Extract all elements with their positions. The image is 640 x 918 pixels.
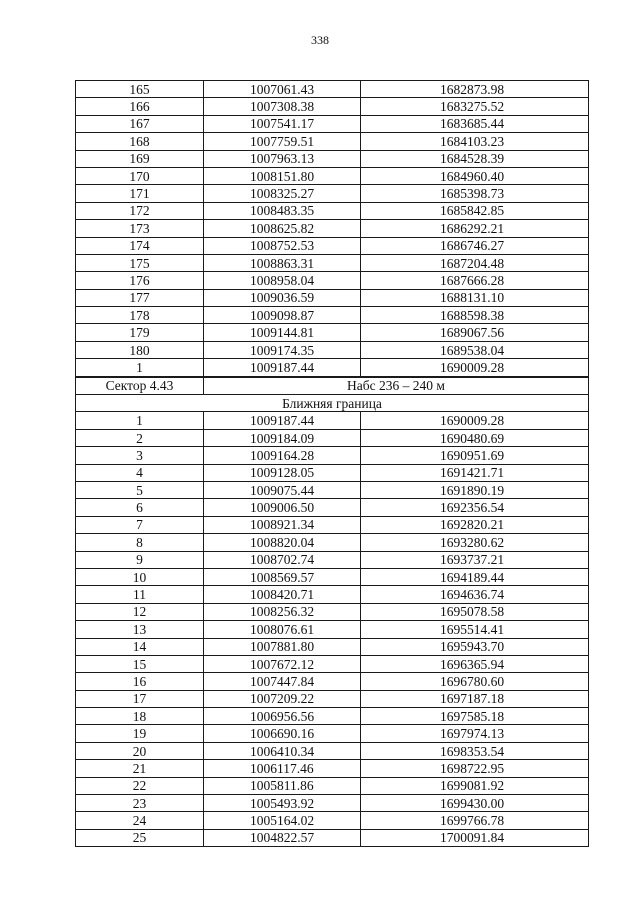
coordinate-y: 1697974.13 [361, 725, 589, 742]
point-number: 179 [76, 324, 204, 341]
table-row [76, 795, 589, 812]
coordinate-x: 1007963.13 [204, 150, 361, 167]
point-number: 20 [76, 742, 204, 759]
coordinate-y: 1695078.58 [361, 603, 589, 620]
coordinate-y: 1685398.73 [361, 185, 589, 202]
sector-height: Набс 236 – 240 м [204, 377, 589, 395]
table-row [76, 777, 589, 794]
coordinate-y: 1685842.85 [361, 202, 589, 219]
sector-row [76, 377, 589, 395]
coordinate-x: 1006690.16 [204, 725, 361, 742]
coordinates-table-section-b [76, 412, 589, 847]
coordinate-y: 1691890.19 [361, 481, 589, 498]
coordinate-x: 1008752.53 [204, 237, 361, 254]
coordinate-y: 1683275.52 [361, 98, 589, 115]
coordinate-y: 1687204.48 [361, 254, 589, 271]
table-row [76, 760, 589, 777]
table-row [76, 324, 589, 341]
coordinate-x: 1009187.44 [204, 359, 361, 377]
coordinate-x: 1008483.35 [204, 202, 361, 219]
coordinate-x: 1007672.12 [204, 655, 361, 672]
point-number: 177 [76, 289, 204, 306]
table-row [76, 289, 589, 306]
point-number: 172 [76, 202, 204, 219]
coordinate-x: 1008325.27 [204, 185, 361, 202]
coordinates-table [75, 80, 589, 847]
coordinate-y: 1693280.62 [361, 534, 589, 551]
table-row [76, 742, 589, 759]
coordinate-y: 1697585.18 [361, 708, 589, 725]
table-row [76, 81, 589, 98]
point-number: 9 [76, 551, 204, 568]
point-number: 1 [76, 412, 204, 429]
point-number: 7 [76, 516, 204, 533]
coordinate-x: 1009187.44 [204, 412, 361, 429]
coordinate-y: 1682873.98 [361, 81, 589, 98]
coordinate-x: 1009075.44 [204, 481, 361, 498]
table-row [76, 603, 589, 620]
coordinate-x: 1007447.84 [204, 673, 361, 690]
table-row [76, 516, 589, 533]
coordinate-y: 1693737.21 [361, 551, 589, 568]
table-row [76, 133, 589, 150]
coordinate-x: 1009164.28 [204, 447, 361, 464]
coordinate-x: 1008702.74 [204, 551, 361, 568]
coordinate-x: 1008958.04 [204, 272, 361, 289]
coordinate-y: 1684528.39 [361, 150, 589, 167]
coordinate-x: 1007541.17 [204, 115, 361, 132]
coordinate-x: 1008625.82 [204, 220, 361, 237]
coordinate-y: 1694636.74 [361, 586, 589, 603]
table-row [76, 638, 589, 655]
point-number: 13 [76, 621, 204, 638]
table-row [76, 829, 589, 846]
coordinate-x: 1008256.32 [204, 603, 361, 620]
coordinate-y: 1690009.28 [361, 359, 589, 377]
table-row [76, 115, 589, 132]
table-row [76, 150, 589, 167]
coordinate-y: 1696780.60 [361, 673, 589, 690]
coordinate-y: 1688131.10 [361, 289, 589, 306]
table-row [76, 412, 589, 429]
coordinate-y: 1684103.23 [361, 133, 589, 150]
point-number: 173 [76, 220, 204, 237]
coordinate-y: 1697187.18 [361, 690, 589, 707]
coordinate-y: 1689067.56 [361, 324, 589, 341]
point-number: 174 [76, 237, 204, 254]
point-number: 23 [76, 795, 204, 812]
point-number: 6 [76, 499, 204, 516]
table-row [76, 202, 589, 219]
coordinate-x: 1007209.22 [204, 690, 361, 707]
table-row [76, 220, 589, 237]
coordinate-y: 1695514.41 [361, 621, 589, 638]
coordinate-y: 1687666.28 [361, 272, 589, 289]
coordinate-x: 1007308.38 [204, 98, 361, 115]
point-number: 178 [76, 307, 204, 324]
coordinate-y: 1699430.00 [361, 795, 589, 812]
point-number: 5 [76, 481, 204, 498]
coordinate-y: 1684960.40 [361, 167, 589, 184]
coordinate-x: 1007881.80 [204, 638, 361, 655]
table-row [76, 568, 589, 585]
table-row [76, 464, 589, 481]
table-row [76, 429, 589, 446]
point-number: 21 [76, 760, 204, 777]
table-row [76, 167, 589, 184]
coordinate-x: 1006117.46 [204, 760, 361, 777]
table-row [76, 708, 589, 725]
point-number: 10 [76, 568, 204, 585]
coordinate-x: 1005164.02 [204, 812, 361, 829]
point-number: 165 [76, 81, 204, 98]
point-number: 167 [76, 115, 204, 132]
table-row [76, 534, 589, 551]
coordinate-x: 1008863.31 [204, 254, 361, 271]
table-row [76, 586, 589, 603]
coordinate-y: 1700091.84 [361, 829, 589, 846]
table-row [76, 359, 589, 377]
point-number: 169 [76, 150, 204, 167]
table-row [76, 673, 589, 690]
point-number: 12 [76, 603, 204, 620]
point-number: 166 [76, 98, 204, 115]
coordinate-x: 1006956.56 [204, 708, 361, 725]
coordinate-y: 1694189.44 [361, 568, 589, 585]
boundary-row [76, 395, 589, 412]
coordinate-x: 1006410.34 [204, 742, 361, 759]
table-row [76, 307, 589, 324]
coordinate-y: 1686746.27 [361, 237, 589, 254]
coordinate-x: 1009006.50 [204, 499, 361, 516]
coordinate-y: 1698353.54 [361, 742, 589, 759]
coordinate-y: 1688598.38 [361, 307, 589, 324]
point-number: 180 [76, 341, 204, 358]
point-number: 19 [76, 725, 204, 742]
coordinate-y: 1689538.04 [361, 341, 589, 358]
coordinate-y: 1683685.44 [361, 115, 589, 132]
coordinate-y: 1696365.94 [361, 655, 589, 672]
point-number: 16 [76, 673, 204, 690]
point-number: 17 [76, 690, 204, 707]
coordinate-x: 1008076.61 [204, 621, 361, 638]
table-row [76, 447, 589, 464]
table-row [76, 655, 589, 672]
coordinate-y: 1692820.21 [361, 516, 589, 533]
table-row [76, 481, 589, 498]
coordinate-y: 1698722.95 [361, 760, 589, 777]
point-number: 3 [76, 447, 204, 464]
coordinate-x: 1009144.81 [204, 324, 361, 341]
coordinate-y: 1699766.78 [361, 812, 589, 829]
table-row [76, 499, 589, 516]
coordinate-y: 1690009.28 [361, 412, 589, 429]
point-number: 4 [76, 464, 204, 481]
table-row [76, 725, 589, 742]
coordinate-x: 1004822.57 [204, 829, 361, 846]
point-number: 168 [76, 133, 204, 150]
point-number: 25 [76, 829, 204, 846]
point-number: 24 [76, 812, 204, 829]
coordinates-table-section-a [76, 81, 589, 377]
point-number: 11 [76, 586, 204, 603]
point-number: 2 [76, 429, 204, 446]
point-number: 22 [76, 777, 204, 794]
table-row [76, 812, 589, 829]
page-number: 338 [311, 33, 329, 47]
coordinate-x: 1009128.05 [204, 464, 361, 481]
coordinate-x: 1008921.34 [204, 516, 361, 533]
coordinate-x: 1005811.86 [204, 777, 361, 794]
sector-header-section [76, 377, 589, 412]
coordinate-x: 1008420.71 [204, 586, 361, 603]
coordinate-x: 1008820.04 [204, 534, 361, 551]
point-number: 15 [76, 655, 204, 672]
table-row [76, 254, 589, 271]
point-number: 171 [76, 185, 204, 202]
coordinate-x: 1009184.09 [204, 429, 361, 446]
table-row [76, 551, 589, 568]
coordinate-x: 1007759.51 [204, 133, 361, 150]
coordinate-y: 1695943.70 [361, 638, 589, 655]
table-row [76, 272, 589, 289]
boundary-label: Ближняя граница [76, 395, 589, 412]
point-number: 8 [76, 534, 204, 551]
coordinate-y: 1699081.92 [361, 777, 589, 794]
table-row [76, 98, 589, 115]
coordinate-x: 1009098.87 [204, 307, 361, 324]
table-row [76, 341, 589, 358]
point-number: 1 [76, 359, 204, 377]
table-row [76, 690, 589, 707]
point-number: 175 [76, 254, 204, 271]
sector-label: Сектор 4.43 [76, 377, 204, 395]
coordinate-x: 1009174.35 [204, 341, 361, 358]
table-row [76, 185, 589, 202]
coordinate-y: 1691421.71 [361, 464, 589, 481]
point-number: 176 [76, 272, 204, 289]
table-row [76, 237, 589, 254]
coordinate-x: 1008151.80 [204, 167, 361, 184]
coordinate-x: 1005493.92 [204, 795, 361, 812]
coordinate-y: 1686292.21 [361, 220, 589, 237]
point-number: 18 [76, 708, 204, 725]
point-number: 14 [76, 638, 204, 655]
table-row [76, 621, 589, 638]
point-number: 170 [76, 167, 204, 184]
coordinate-y: 1692356.54 [361, 499, 589, 516]
coordinate-x: 1008569.57 [204, 568, 361, 585]
coordinate-x: 1007061.43 [204, 81, 361, 98]
coordinate-y: 1690951.69 [361, 447, 589, 464]
coordinate-x: 1009036.59 [204, 289, 361, 306]
coordinate-y: 1690480.69 [361, 429, 589, 446]
